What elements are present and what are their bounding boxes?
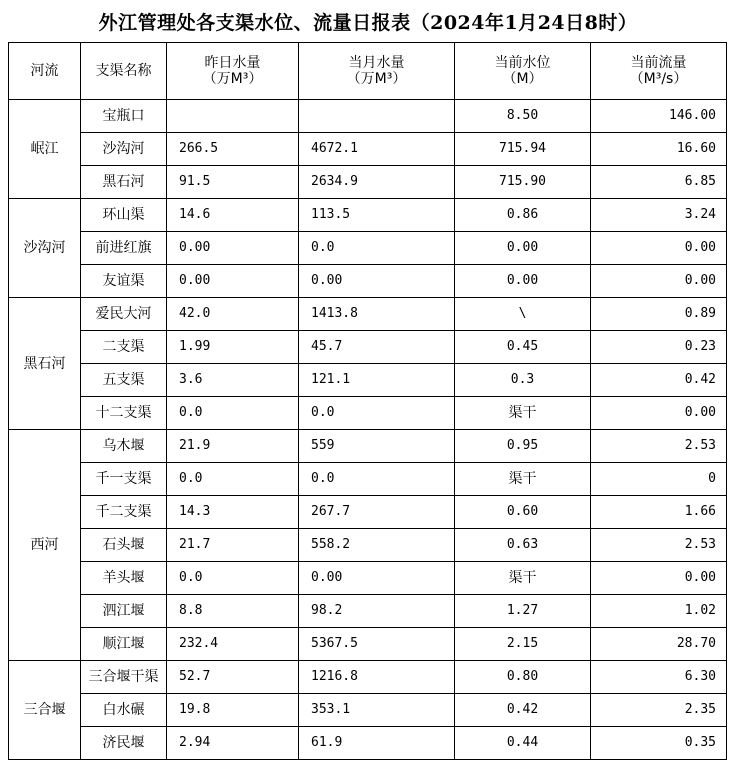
header-branch: 支渠名称 <box>81 43 167 100</box>
month-value-cell: 98.2 <box>299 595 455 628</box>
yesterday-value-cell: 42.0 <box>167 298 299 331</box>
level-value-cell: 0.80 <box>455 661 591 694</box>
river-name-cell: 沙沟河 <box>9 199 81 298</box>
river-name-cell: 三合堰 <box>9 661 81 760</box>
river-name-cell: 黑石河 <box>9 298 81 430</box>
yesterday-value-cell <box>167 100 299 133</box>
header-level: 当前水位 （M） <box>455 43 591 100</box>
level-value-cell: 渠干 <box>455 562 591 595</box>
table-row <box>9 232 727 265</box>
flow-value-cell: 0.23 <box>591 331 727 364</box>
flow-value-cell: 0.35 <box>591 727 727 760</box>
flow-value-cell: 0.89 <box>591 298 727 331</box>
month-value-cell: 1413.8 <box>299 298 455 331</box>
yesterday-value-cell: 8.8 <box>167 595 299 628</box>
month-value-cell: 5367.5 <box>299 628 455 661</box>
table-row <box>9 694 727 727</box>
table-row <box>9 100 727 133</box>
branch-name-cell: 白水碾 <box>81 694 167 727</box>
branch-name-cell: 友谊渠 <box>81 265 167 298</box>
flow-value-cell: 1.66 <box>591 496 727 529</box>
flow-value-cell: 0.00 <box>591 232 727 265</box>
table-row <box>9 463 727 496</box>
month-value-cell: 559 <box>299 430 455 463</box>
yesterday-value-cell: 14.6 <box>167 199 299 232</box>
flow-value-cell: 2.53 <box>591 430 727 463</box>
table-row <box>9 661 727 694</box>
table-row <box>9 430 727 463</box>
yesterday-value-cell: 2.94 <box>167 727 299 760</box>
flow-value-cell: 0.00 <box>591 397 727 430</box>
table-row <box>9 628 727 661</box>
month-value-cell: 45.7 <box>299 331 455 364</box>
month-value-cell: 558.2 <box>299 529 455 562</box>
month-value-cell: 113.5 <box>299 199 455 232</box>
header-flow: 当前流量 （M³/s） <box>591 43 727 100</box>
header-row <box>9 43 727 100</box>
flow-value-cell: 0.00 <box>591 265 727 298</box>
flow-value-cell: 0.42 <box>591 364 727 397</box>
table-row <box>9 166 727 199</box>
branch-name-cell: 五支渠 <box>81 364 167 397</box>
flow-value-cell: 0.00 <box>591 562 727 595</box>
yesterday-value-cell: 0.0 <box>167 562 299 595</box>
level-value-cell: 2.15 <box>455 628 591 661</box>
table-row <box>9 364 727 397</box>
level-value-cell: 渠干 <box>455 397 591 430</box>
table-row <box>9 529 727 562</box>
table-row <box>9 496 727 529</box>
level-value-cell: 1.27 <box>455 595 591 628</box>
table-row <box>9 397 727 430</box>
level-value-cell: 0.44 <box>455 727 591 760</box>
yesterday-value-cell: 0.0 <box>167 463 299 496</box>
table-row <box>9 331 727 364</box>
level-value-cell: 0.86 <box>455 199 591 232</box>
level-value-cell: 715.94 <box>455 133 591 166</box>
table-row <box>9 133 727 166</box>
month-value-cell: 4672.1 <box>299 133 455 166</box>
branch-name-cell: 环山渠 <box>81 199 167 232</box>
level-value-cell: 0.00 <box>455 265 591 298</box>
month-value-cell: 1216.8 <box>299 661 455 694</box>
branch-name-cell: 沙沟河 <box>81 133 167 166</box>
table-row <box>9 199 727 232</box>
level-value-cell: 渠干 <box>455 463 591 496</box>
yesterday-value-cell: 3.6 <box>167 364 299 397</box>
month-value-cell <box>299 100 455 133</box>
level-value-cell: \ <box>455 298 591 331</box>
river-name-cell: 西河 <box>9 430 81 661</box>
level-value-cell: 0.63 <box>455 529 591 562</box>
month-value-cell: 0.00 <box>299 562 455 595</box>
branch-name-cell: 泗江堰 <box>81 595 167 628</box>
flow-value-cell: 146.00 <box>591 100 727 133</box>
month-value-cell: 2634.9 <box>299 166 455 199</box>
level-value-cell: 715.90 <box>455 166 591 199</box>
month-value-cell: 121.1 <box>299 364 455 397</box>
branch-name-cell: 羊头堰 <box>81 562 167 595</box>
yesterday-value-cell: 14.3 <box>167 496 299 529</box>
table-row <box>9 562 727 595</box>
flow-value-cell: 1.02 <box>591 595 727 628</box>
month-value-cell: 0.00 <box>299 265 455 298</box>
flow-value-cell: 2.35 <box>591 694 727 727</box>
level-value-cell: 0.00 <box>455 232 591 265</box>
branch-name-cell: 千二支渠 <box>81 496 167 529</box>
flow-value-cell: 16.60 <box>591 133 727 166</box>
branch-name-cell: 十二支渠 <box>81 397 167 430</box>
flow-value-cell: 6.30 <box>591 661 727 694</box>
yesterday-value-cell: 266.5 <box>167 133 299 166</box>
flow-value-cell: 3.24 <box>591 199 727 232</box>
header-river: 河流 <box>9 43 81 100</box>
branch-name-cell: 前进红旗 <box>81 232 167 265</box>
level-value-cell: 0.3 <box>455 364 591 397</box>
month-value-cell: 61.9 <box>299 727 455 760</box>
report-table <box>8 42 727 760</box>
flow-value-cell: 6.85 <box>591 166 727 199</box>
branch-name-cell: 千一支渠 <box>81 463 167 496</box>
flow-value-cell: 0 <box>591 463 727 496</box>
month-value-cell: 353.1 <box>299 694 455 727</box>
branch-name-cell: 顺江堰 <box>81 628 167 661</box>
month-value-cell: 0.0 <box>299 463 455 496</box>
branch-name-cell: 石头堰 <box>81 529 167 562</box>
yesterday-value-cell: 232.4 <box>167 628 299 661</box>
yesterday-value-cell: 0.0 <box>167 397 299 430</box>
flow-value-cell: 28.70 <box>591 628 727 661</box>
yesterday-value-cell: 0.00 <box>167 265 299 298</box>
branch-name-cell: 乌木堰 <box>81 430 167 463</box>
table-row <box>9 595 727 628</box>
level-value-cell: 0.95 <box>455 430 591 463</box>
level-value-cell: 0.42 <box>455 694 591 727</box>
yesterday-value-cell: 1.99 <box>167 331 299 364</box>
level-value-cell: 0.60 <box>455 496 591 529</box>
month-value-cell: 0.0 <box>299 232 455 265</box>
branch-name-cell: 爱民大河 <box>81 298 167 331</box>
branch-name-cell: 黑石河 <box>81 166 167 199</box>
header-month: 当月水量 （万M³） <box>299 43 455 100</box>
branch-name-cell: 三合堰干渠 <box>81 661 167 694</box>
month-value-cell: 267.7 <box>299 496 455 529</box>
report-title: 外江管理处各支渠水位、流量日报表（2024年1月24日8时） <box>98 11 638 34</box>
level-value-cell: 0.45 <box>455 331 591 364</box>
table-body <box>9 100 727 760</box>
level-value-cell: 8.50 <box>455 100 591 133</box>
river-name-cell: 岷江 <box>9 100 81 199</box>
yesterday-value-cell: 21.7 <box>167 529 299 562</box>
month-value-cell: 0.0 <box>299 397 455 430</box>
yesterday-value-cell: 91.5 <box>167 166 299 199</box>
table-row <box>9 265 727 298</box>
flow-value-cell: 2.53 <box>591 529 727 562</box>
table-row <box>9 298 727 331</box>
branch-name-cell: 二支渠 <box>81 331 167 364</box>
table-row <box>9 727 727 760</box>
yesterday-value-cell: 52.7 <box>167 661 299 694</box>
branch-name-cell: 济民堰 <box>81 727 167 760</box>
branch-name-cell: 宝瓶口 <box>81 100 167 133</box>
header-yesterday: 昨日水量 （万M³） <box>167 43 299 100</box>
yesterday-value-cell: 21.9 <box>167 430 299 463</box>
yesterday-value-cell: 0.00 <box>167 232 299 265</box>
yesterday-value-cell: 19.8 <box>167 694 299 727</box>
